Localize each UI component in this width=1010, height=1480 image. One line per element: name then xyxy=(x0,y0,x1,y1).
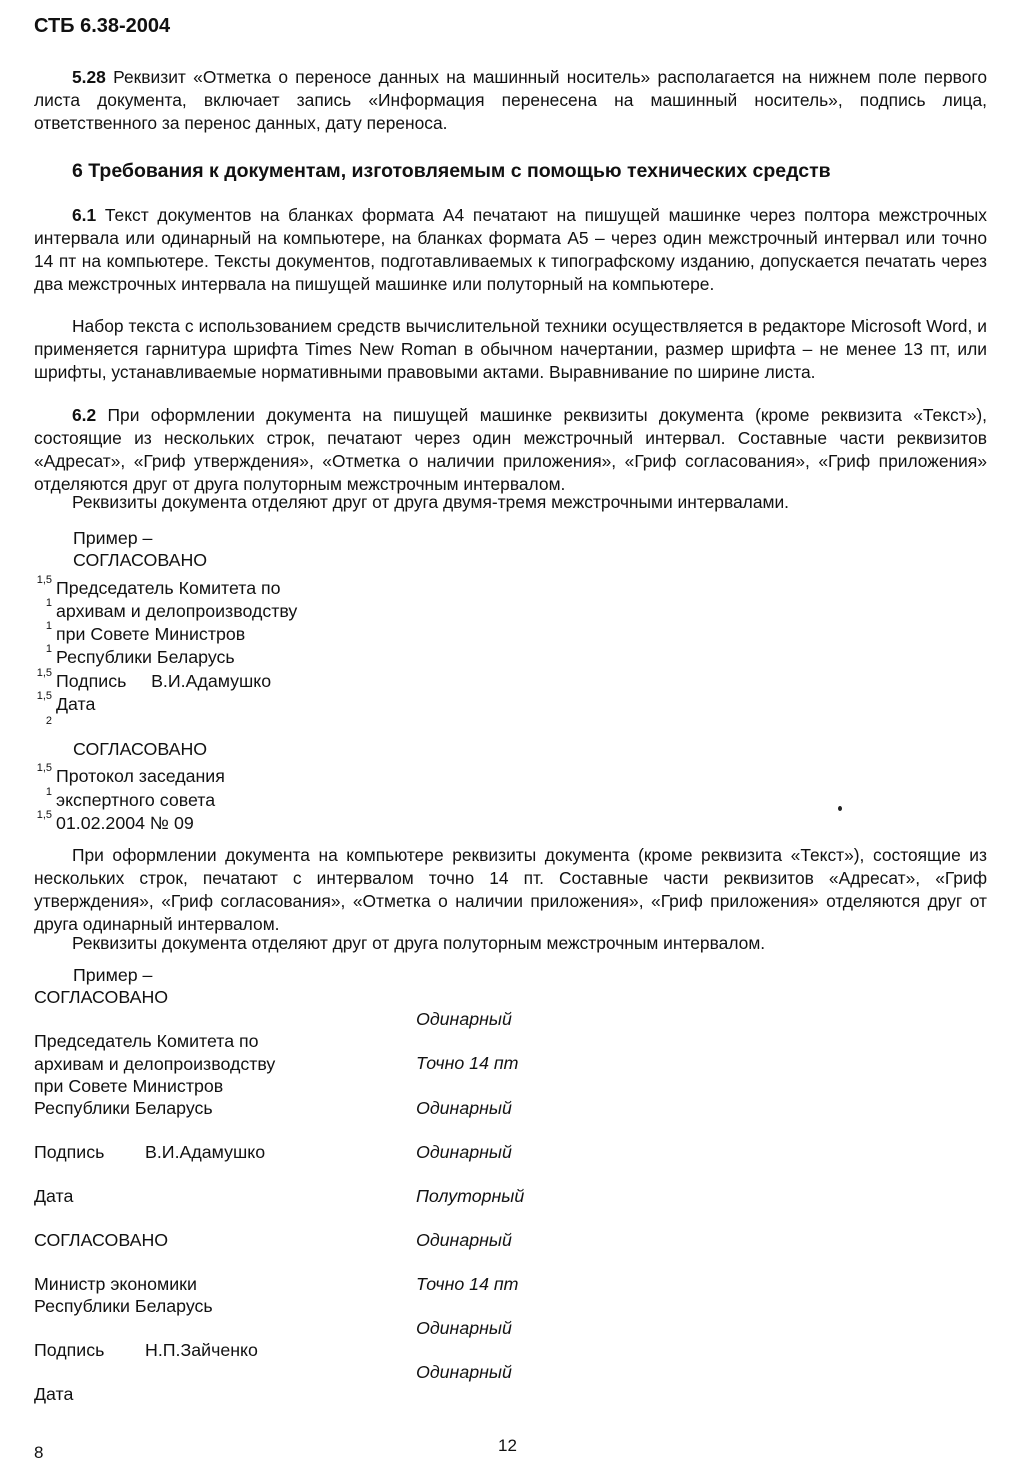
example-line: архивам и делопроизводству xyxy=(56,601,298,621)
interval-note: Одинарный xyxy=(416,1009,512,1029)
example-line: при Совете Министров xyxy=(56,624,246,644)
minister-line: Республики Беларусь xyxy=(34,1296,213,1316)
interval-note: Одинарный xyxy=(416,1142,512,1162)
example-line: экспертного совета xyxy=(56,790,216,810)
approval-stamp: СОГЛАСОВАНО xyxy=(34,987,169,1007)
interval-note: Одинарный xyxy=(416,1362,512,1382)
chairman-line: Республики Беларусь xyxy=(34,1098,213,1118)
example-line: 01.02.2004 № 09 xyxy=(56,813,194,833)
interval-mark: 1,5 xyxy=(36,762,52,774)
approval-stamp: СОГЛАСОВАНО xyxy=(73,550,208,570)
example-line: Протокол заседания xyxy=(56,766,225,786)
chairman-line: Председатель Комитета по xyxy=(34,1031,259,1051)
clause-number: 6.1 xyxy=(72,205,97,225)
clause-6-1 xyxy=(34,204,987,296)
interval-mark: 1 xyxy=(45,597,52,609)
paragraph-word-requirements: Набор текста с использованием средств вычислительной техники осуществляется в редакторе Microsoft Word, и применяется гарнитура шрифта Times New Roman в обычном начертании, размер шрифта – не менее 13 пт, или шрифты, устанавливаемые нормативными правовыми актами. Выравнивание по ширине листа. xyxy=(34,316,987,382)
signature-line: Подпись В.И.Адамушко xyxy=(56,671,272,691)
standard-number: СТБ 6.38-2004 xyxy=(34,15,171,37)
clause-number: 5.28 xyxy=(72,67,106,87)
signature-name: Н.П.Зайченко xyxy=(145,1340,258,1360)
signature-name: В.И.Адамушко xyxy=(145,1142,266,1162)
minister-line: Министр экономики xyxy=(34,1274,197,1294)
interval-mark: 1 xyxy=(45,620,52,632)
interval-note: Одинарный xyxy=(416,1230,512,1250)
chairman-line: при Совете Министров xyxy=(34,1076,224,1096)
chairman-line: архивам и делопроизводству xyxy=(34,1054,276,1074)
interval-note: Точно 14 пт xyxy=(416,1274,519,1294)
clause-text: При оформлении документа на пишущей машинке реквизиты документа (кроме реквизита «Текст»), состоящие из нескольких строк, печатают через один межстрочный интервал. Составные части реквизитов «Адресат», «Гриф утверждения», «Отметка о наличии приложения», «Гриф согласования», «Гриф приложения» отделяются друг от друга полуторным межстрочным интервалом. xyxy=(34,405,987,494)
interval-note: Одинарный xyxy=(416,1098,512,1118)
ink-dot xyxy=(838,806,842,811)
interval-mark: 1 xyxy=(45,643,52,655)
date-label: Дата xyxy=(34,1186,74,1206)
example-label: Пример – xyxy=(73,528,153,548)
example-label: Пример – xyxy=(73,965,153,985)
interval-mark: 1,5 xyxy=(36,809,52,821)
example-line: Республики Беларусь xyxy=(56,647,235,667)
section-6-heading: 6 Требования к документам, изготовляемым с помощью технических средств xyxy=(72,160,831,182)
approval-stamp: СОГЛАСОВАНО xyxy=(34,1230,169,1250)
signature-label: Подпись xyxy=(34,1142,105,1162)
interval-mark: 1 xyxy=(45,786,52,798)
interval-mark: 1,5 xyxy=(36,574,52,586)
interval-note: Полуторный xyxy=(416,1186,525,1206)
interval-mark: 2 xyxy=(45,715,52,727)
page-number-left: 8 xyxy=(34,1443,44,1462)
approval-stamp: СОГЛАСОВАНО xyxy=(73,739,208,759)
example-line: Председатель Комитета по xyxy=(56,578,281,598)
signature-label: Подпись xyxy=(34,1340,105,1360)
interval-note: Одинарный xyxy=(416,1318,512,1338)
clause-text: Реквизит «Отметка о переносе данных на машинный носитель» располагается на нижнем поле первого листа документа, включает запись «Информация перенесена на машинный носитель», подпись лица, ответственного за перенос данных, дату переноса. xyxy=(34,67,987,133)
interval-note: Точно 14 пт xyxy=(416,1053,519,1073)
paragraph-separation-computer: Реквизиты документа отделяют друг от друга полуторным межстрочным интервалом. xyxy=(72,933,766,953)
date-label: Дата xyxy=(34,1384,74,1404)
interval-mark: 1,5 xyxy=(36,667,52,679)
paragraph-computer-requisites: При оформлении документа на компьютере реквизиты документа (кроме реквизита «Текст»), состоящие из нескольких строк, печатают с интервалом точно 14 пт. Составные части реквизитов «Адресат», «Гриф утверждения», «Гриф согласования», «Отметка о наличии приложения», «Гриф приложения» отделяются друг от друга одинарный интервалом. xyxy=(34,845,987,934)
page-number-center: 12 xyxy=(498,1436,517,1455)
date-line: Дата xyxy=(56,694,96,714)
interval-mark: 1,5 xyxy=(36,690,52,702)
clause-6-2 xyxy=(34,404,987,496)
clause-5-28 xyxy=(34,66,987,135)
clause-number: 6.2 xyxy=(72,405,97,425)
clause-text: Текст документов на бланках формата А4 печатают на пишущей машинке через полтора межстрочных интервала или одинарный на компьютере, на бланках формата А5 – через один межстрочный интервал или точно 14 пт на компьютере. Тексты документов, подготавливаемых к типографскому изданию, допускается печатать через два межстрочных интервала на пишущей машинке или полуторный на компьютере. xyxy=(34,205,987,294)
paragraph-separation-typewriter: Реквизиты документа отделяют друг от друга двумя-тремя межстрочными интервалами. xyxy=(72,492,789,512)
